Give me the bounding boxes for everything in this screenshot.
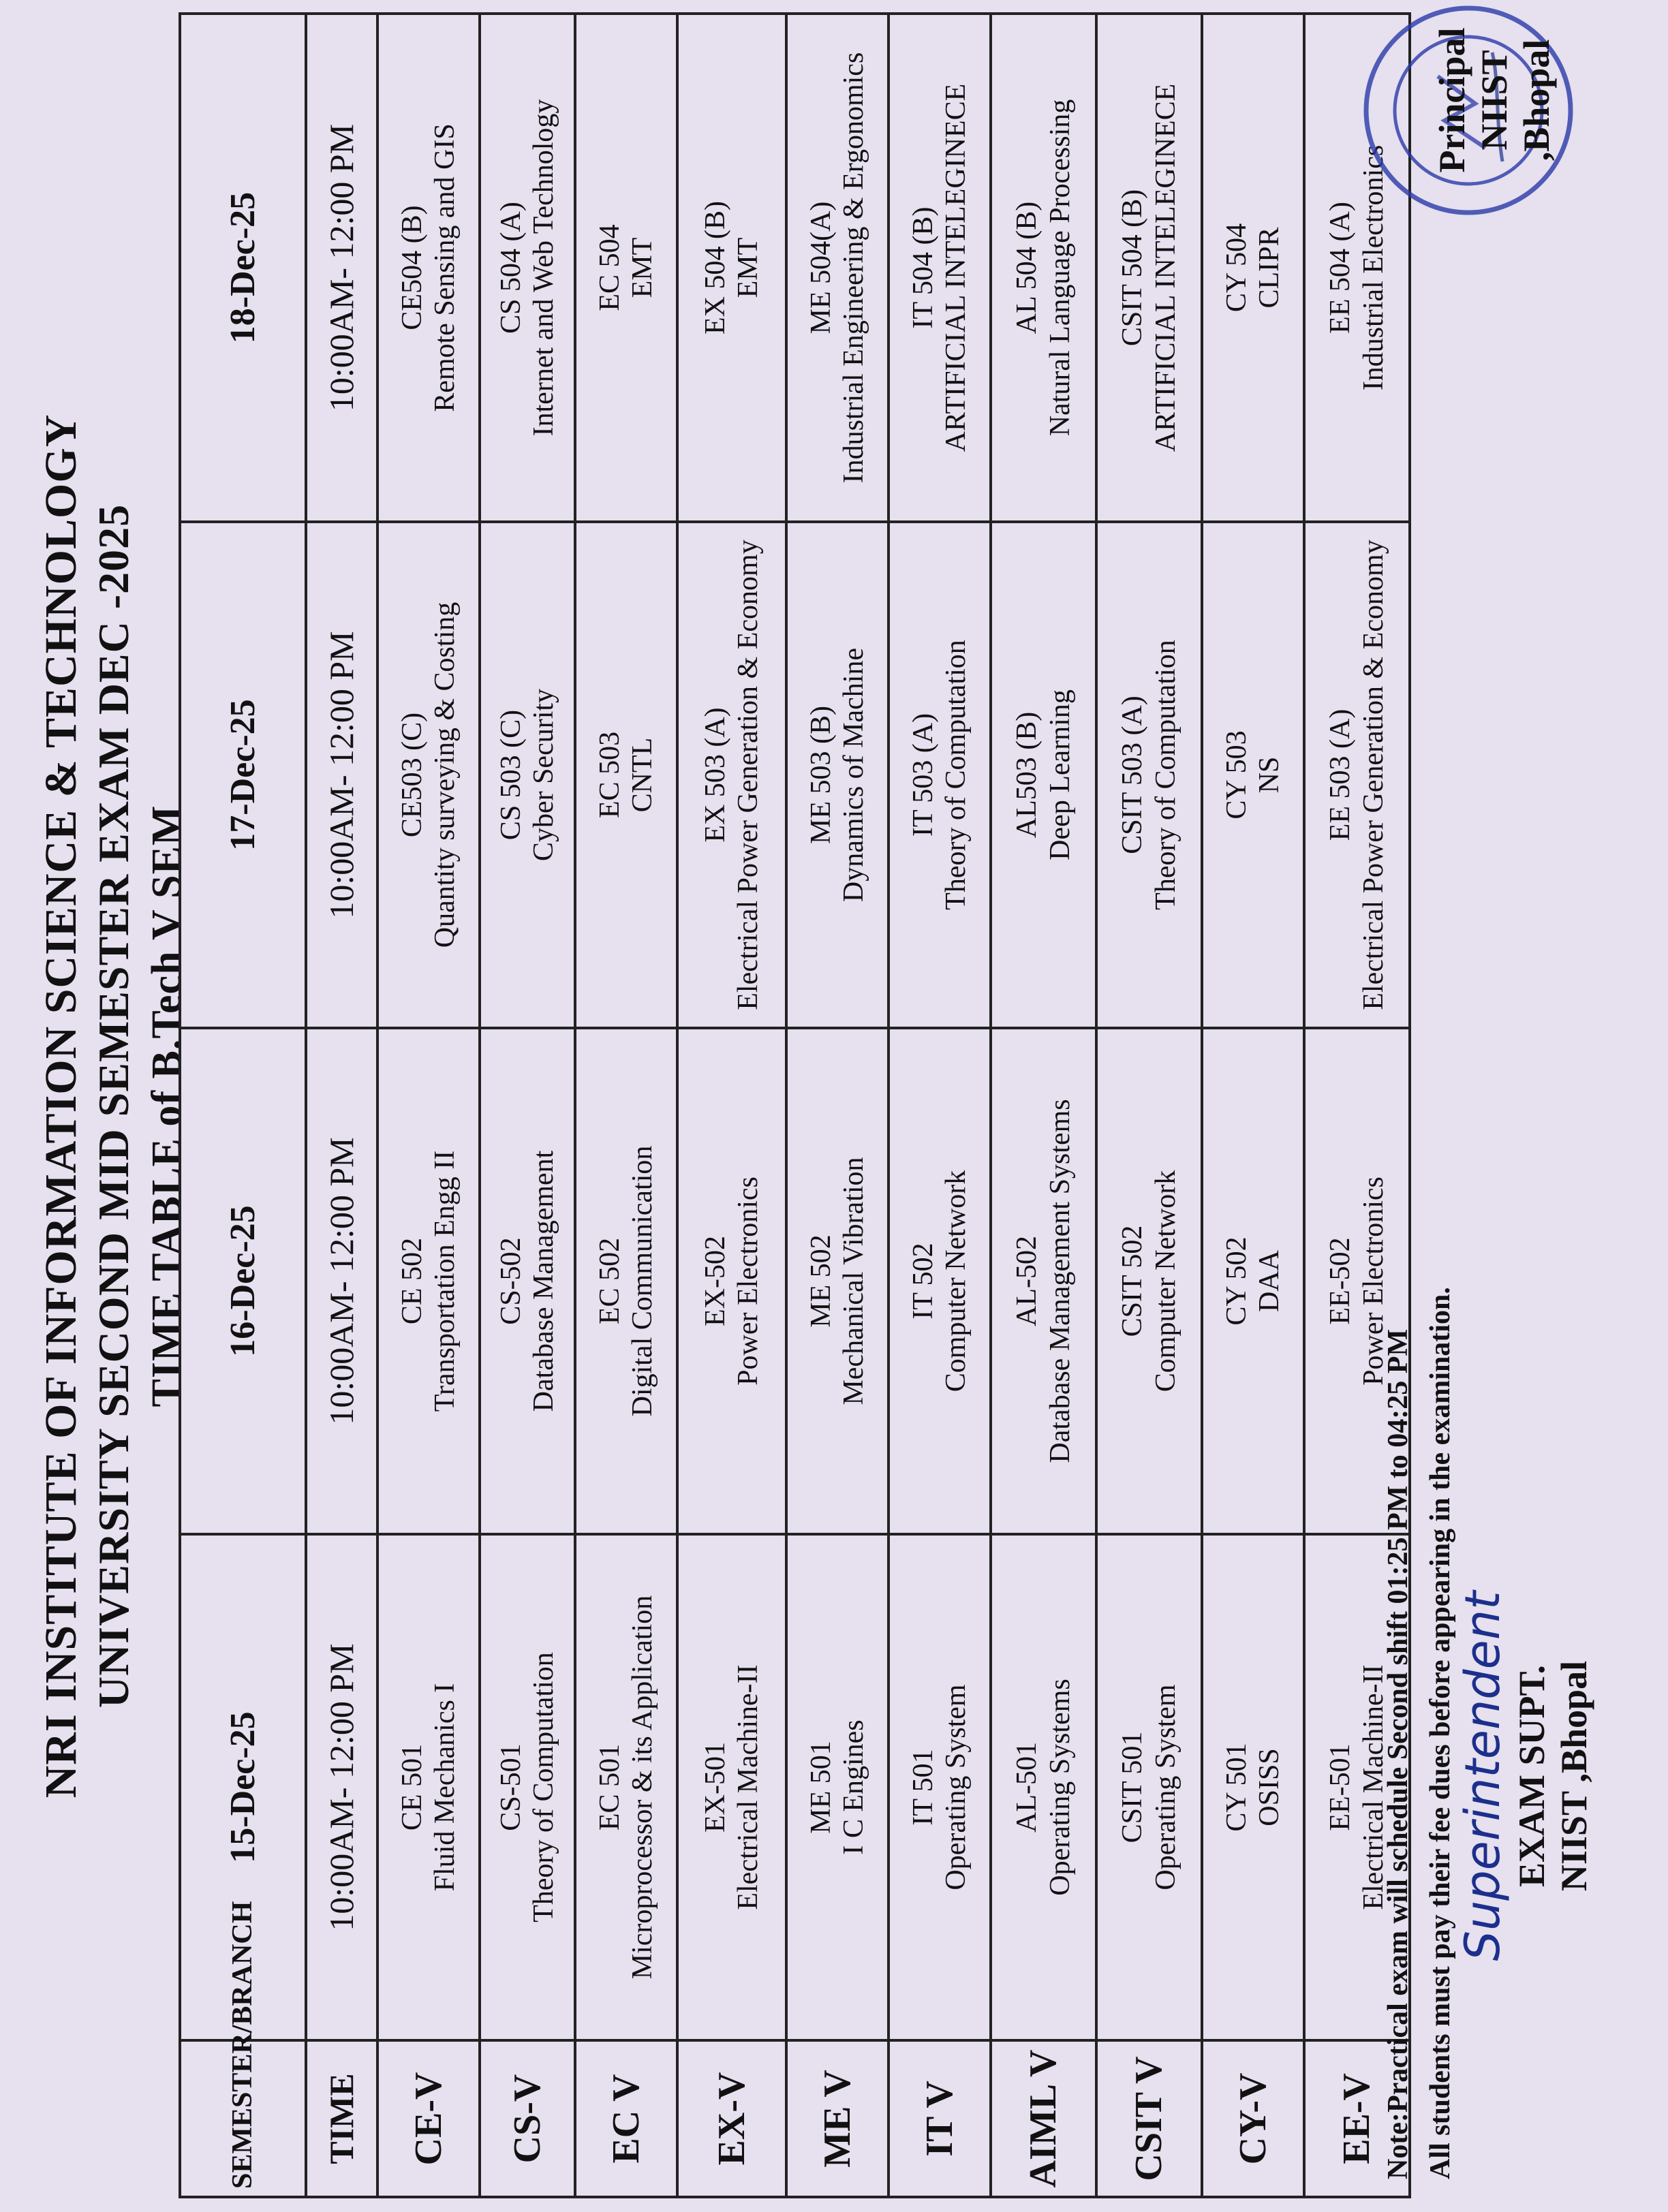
subject-cell	[677, 14, 786, 522]
subject-name: ARTIFICIAL INTELEGINECE	[940, 83, 972, 452]
subject-cell	[991, 1028, 1096, 1534]
subject-code: IT 502	[907, 1243, 939, 1320]
subject-code: CE503 (C)	[396, 712, 428, 838]
subject-name: Theory of Computation	[940, 640, 972, 910]
subject-code: IT 503 (A)	[907, 713, 939, 837]
subject-name: Dynamics of Machine	[838, 647, 869, 903]
subject-name: Operating System	[940, 1684, 972, 1890]
subject-code: CSIT 503 (A)	[1117, 696, 1149, 854]
subject-cell	[786, 1534, 889, 2040]
subject-code: EC 502	[593, 1237, 626, 1325]
subject-cell	[377, 522, 480, 1028]
subject-name: I C Engines	[838, 1719, 869, 1855]
subject-name: Fluid Mechanics I	[429, 1683, 461, 1892]
time-row	[306, 14, 377, 2197]
subject-cell	[575, 1028, 677, 1534]
subject-name: EMT	[627, 237, 658, 298]
subject-code: ME 503 (B)	[805, 706, 837, 844]
subject-name: Computer Network	[940, 1170, 972, 1392]
exam-heading: UNIVERSITY SECOND MID SEMESTER EXAM DEC -2025	[89, 503, 138, 1709]
subject-name: ARTIFICIAL INTELEGINECE	[1149, 83, 1182, 452]
subject-code: CY 502	[1220, 1236, 1252, 1326]
subject-cell	[786, 1028, 889, 1534]
subject-cell	[677, 522, 786, 1028]
subject-cell	[1202, 14, 1304, 522]
subject-code: ME 501	[805, 1741, 837, 1834]
subject-name: Power Electronics	[732, 1177, 764, 1386]
subject-code: EC 503	[593, 731, 626, 819]
subject-code: CS-501	[495, 1743, 527, 1831]
signatory-title: Principal	[1432, 27, 1472, 173]
subject-cell	[889, 14, 991, 522]
branch-row	[889, 14, 991, 2197]
subject-cell	[889, 522, 991, 1028]
branch-row	[480, 14, 575, 2197]
subject-code: EC 501	[593, 1743, 626, 1831]
subject-cell	[480, 1028, 575, 1534]
subject-name: Electrical Machine-II	[732, 1664, 764, 1910]
subject-code: EC 504	[593, 224, 626, 311]
subject-code: ME 502	[805, 1234, 837, 1328]
subject-name: Natural Language Processing	[1044, 99, 1076, 437]
subject-name: Database Management	[528, 1150, 559, 1412]
subject-code: CSIT 502	[1117, 1225, 1149, 1337]
subject-cell	[377, 14, 480, 522]
subject-cell	[1096, 1028, 1202, 1534]
time-cell: 10:00AM- 12:00 PM	[306, 1028, 377, 1534]
subject-code: IT 501	[907, 1749, 939, 1826]
branch-label: EX-V	[677, 2040, 786, 2197]
subject-cell	[1202, 522, 1304, 1028]
date-header: 15-Dec-25	[180, 1534, 306, 2040]
subject-code: EX-501	[699, 1742, 731, 1833]
date-header-row	[180, 14, 306, 2197]
handwritten-signature: Superintendent	[1455, 1591, 1511, 1961]
subject-name: OSISS	[1254, 1748, 1285, 1826]
subject-name: Electrical Power Generation & Economy	[732, 540, 764, 1010]
subject-code: CSIT 501	[1117, 1731, 1149, 1843]
branch-label: CE-V	[377, 2040, 480, 2197]
subject-name: CLIPR	[1254, 227, 1285, 309]
branch-label: AIML V	[991, 2040, 1096, 2197]
subject-code: CS 503 (C)	[495, 709, 527, 841]
subject-code: EE-502	[1325, 1237, 1357, 1325]
date-header: 18-Dec-25	[180, 14, 306, 522]
semester-branch-header: SEMESTER/BRANCH	[180, 2040, 306, 2197]
subject-code: AL 504 (B)	[1011, 201, 1043, 334]
subject-code: CSIT 504 (B)	[1117, 189, 1149, 347]
signatory-place: NIIST ,Bhopal	[1554, 1660, 1594, 1892]
date-header: 16-Dec-25	[180, 1028, 306, 1534]
subject-code: CS-502	[495, 1237, 527, 1325]
subject-name: NS	[1254, 756, 1285, 794]
time-cell: 10:00AM- 12:00 PM	[306, 1534, 377, 2040]
time-label: TIME	[306, 2040, 377, 2197]
subject-cell	[991, 1534, 1096, 2040]
signatory-place: NIIST ,Bhopal	[1474, 39, 1557, 161]
subject-code: EX 504 (B)	[699, 201, 731, 334]
practical-exam-note: Note:Practical exam will schedule Second shift 01:25 PM to 04:25 PM	[1383, 1328, 1414, 2179]
branch-row	[786, 14, 889, 2197]
subject-cell	[1096, 14, 1202, 522]
subject-cell	[1202, 1028, 1304, 1534]
time-cell: 10:00AM- 12:00 PM	[306, 14, 377, 522]
subject-name: Database Management Systems	[1044, 1099, 1076, 1463]
branch-row	[1096, 14, 1202, 2197]
subject-code: AL-501	[1011, 1742, 1043, 1833]
subject-name: Quantity surveying & Costing	[429, 602, 461, 948]
subject-code: EE 503 (A)	[1325, 708, 1357, 841]
subject-cell	[377, 1534, 480, 2040]
subject-name: Theory of Computation	[528, 1652, 559, 1922]
subject-code: EX-502	[699, 1236, 731, 1326]
subject-cell	[480, 1534, 575, 2040]
subject-cell	[480, 522, 575, 1028]
subject-cell	[677, 1028, 786, 1534]
subject-name: EMT	[732, 237, 764, 298]
subject-name: Microprocessor & its Application	[627, 1595, 658, 1980]
subject-code: CY 503	[1220, 730, 1252, 820]
branch-label: IT V	[889, 2040, 991, 2197]
subject-code: CE504 (B)	[396, 205, 428, 330]
subject-cell	[575, 14, 677, 522]
subject-code: CE 502	[396, 1237, 428, 1325]
subject-code: ME 504(A)	[805, 201, 837, 334]
branch-row	[377, 14, 480, 2197]
subject-name: Industrial Electronics	[1357, 144, 1389, 391]
subject-cell	[991, 14, 1096, 522]
subject-name: Remote Sensing and GIS	[429, 123, 461, 412]
subject-name: Industrial Engineering & Ergonomics	[838, 52, 869, 484]
branch-row	[677, 14, 786, 2197]
subject-cell	[889, 1534, 991, 2040]
branch-row	[991, 14, 1096, 2197]
time-cell: 10:00AM- 12:00 PM	[306, 522, 377, 1028]
exam-superintendent-signature	[1455, 1565, 1595, 1987]
subject-code: CE 501	[396, 1743, 428, 1831]
subject-name: Internet and Web Technology	[528, 99, 559, 437]
subject-name: Transportation Engg II	[429, 1150, 461, 1412]
subject-code: AL503 (B)	[1011, 711, 1043, 839]
timetable-subtitle: TIME TABLE of B.Tech V SEM	[144, 805, 190, 1407]
branch-label: EC V	[575, 2040, 677, 2197]
subject-name: Electrical Power Generation & Economy	[1357, 540, 1389, 1010]
subject-name: Power Electronics	[1357, 1177, 1389, 1386]
fee-dues-note: All students must pay their fee dues before appearing in the examination.	[1425, 1287, 1456, 2179]
subject-cell	[1304, 522, 1410, 1028]
branch-label: CY-V	[1202, 2040, 1304, 2197]
subject-cell	[991, 522, 1096, 1028]
subject-cell	[1096, 1534, 1202, 2040]
subject-name: Digital Communication	[627, 1145, 658, 1417]
subject-code: EE-501	[1325, 1743, 1357, 1831]
subject-cell	[677, 1534, 786, 2040]
subject-cell	[1202, 1534, 1304, 2040]
subject-code: IT 504 (B)	[907, 206, 939, 329]
branch-row	[1202, 14, 1304, 2197]
subject-cell	[889, 1028, 991, 1534]
subject-name: Operating Systems	[1044, 1679, 1076, 1896]
subject-cell	[575, 1534, 677, 2040]
subject-code: EE 504 (A)	[1325, 202, 1357, 334]
subject-code: EX 503 (A)	[699, 707, 731, 843]
subject-name: CNTL	[627, 737, 658, 813]
institute-heading: NRI INSTITUTE OF INFORMATION SCIENCE & TECHNOLOGY	[36, 414, 86, 1798]
subject-code: AL-502	[1011, 1236, 1043, 1326]
subject-cell	[480, 14, 575, 522]
principal-signature	[1431, 12, 1558, 189]
subject-name: Electrical Machine-II	[1357, 1664, 1389, 1910]
subject-name: Cyber Security	[528, 688, 559, 862]
timetable-table	[179, 12, 1411, 2198]
subject-cell	[377, 1028, 480, 1534]
subject-cell	[575, 522, 677, 1028]
subject-cell	[786, 14, 889, 522]
subject-name: Theory of Computation	[1149, 640, 1182, 910]
date-header: 17-Dec-25	[180, 522, 306, 1028]
subject-cell	[1096, 522, 1202, 1028]
subject-name: DAA	[1254, 1250, 1285, 1312]
branch-label: CS-V	[480, 2040, 575, 2197]
branch-label: CSIT V	[1096, 2040, 1202, 2197]
subject-cell	[786, 522, 889, 1028]
subject-name: Operating System	[1149, 1684, 1182, 1890]
subject-name: Computer Network	[1149, 1170, 1182, 1392]
branch-label: EE-V	[1304, 2040, 1410, 2197]
subject-name: Mechanical Vibration	[838, 1157, 869, 1405]
subject-name: Deep Learning	[1044, 689, 1076, 860]
subject-code: CY 501	[1220, 1743, 1252, 1832]
subject-code: CY 504	[1220, 223, 1252, 313]
subject-code: CS 504 (A)	[495, 202, 527, 334]
signatory-title: EXAM SUPT.	[1511, 1665, 1552, 1888]
branch-row	[575, 14, 677, 2197]
branch-label: ME V	[786, 2040, 889, 2197]
